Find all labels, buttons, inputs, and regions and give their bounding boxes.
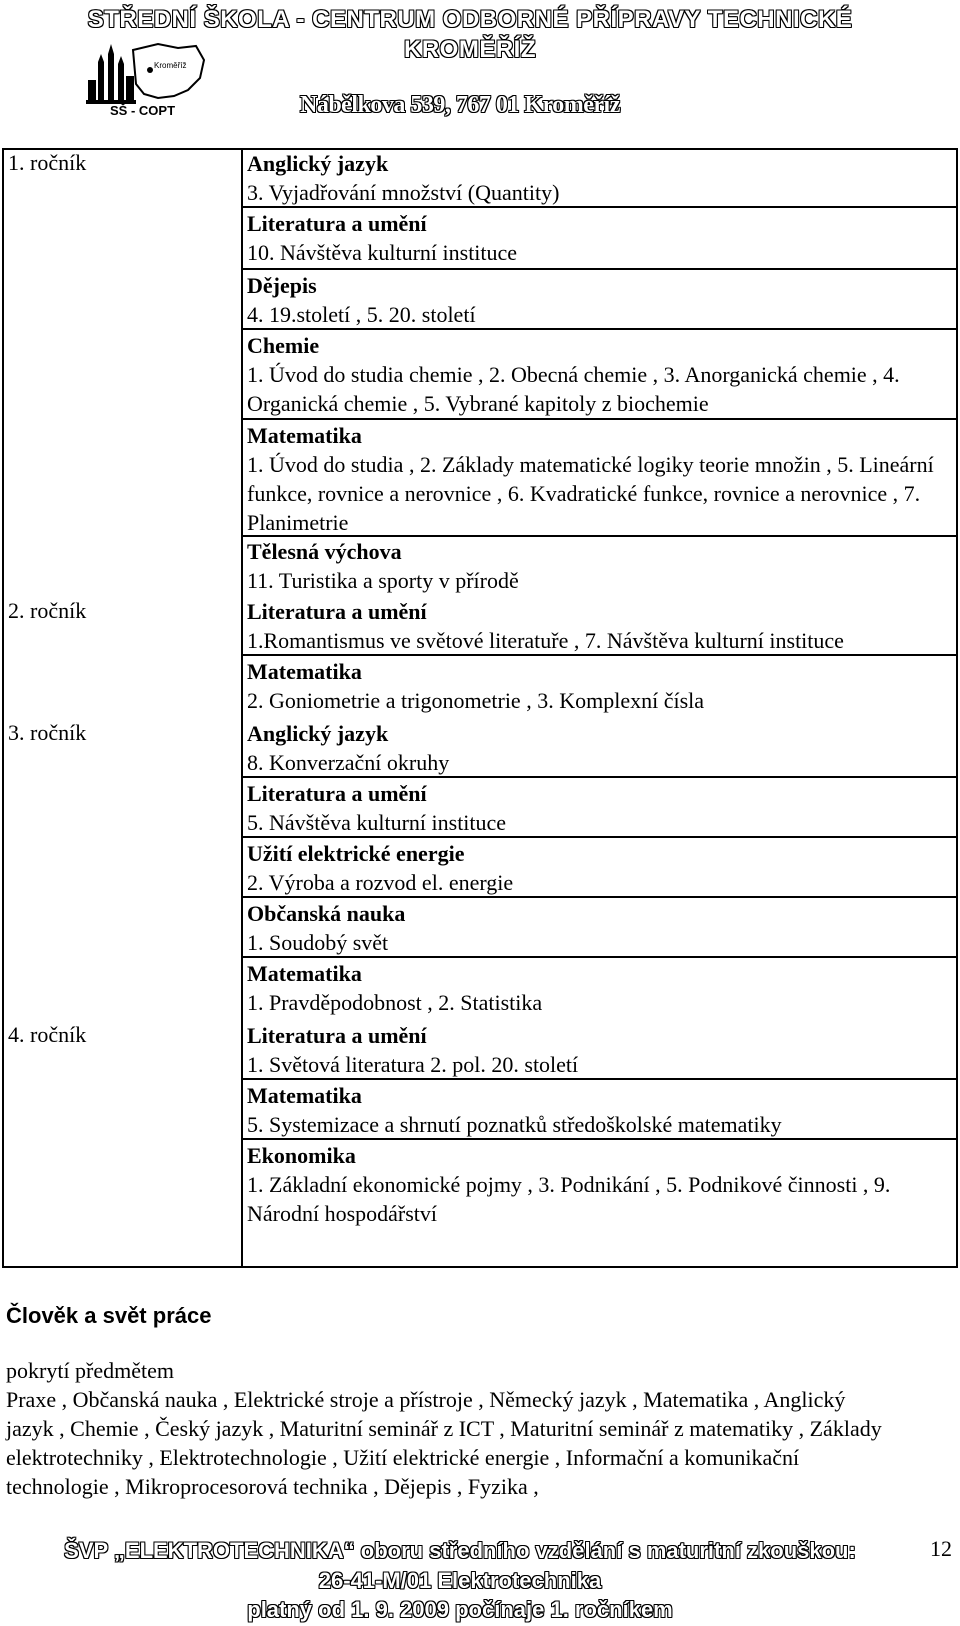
subject-topics: 1. Úvod do studia , 2. Základy matematické logiky teorie množin , 5. Lineární funkce, rovnice a nerovnice , 6. Kvadratické funkce, rovnice a nerovnice , 7. Planimetrie	[247, 452, 934, 535]
row-divider	[243, 535, 956, 537]
school-name-line1: STŘEDNÍ ŠKOLA - CENTRUM ODBORNÉ PŘÍPRAVY TECHNICKÉ	[87, 6, 853, 33]
subject-topics: 4. 19.století , 5. 20. století	[247, 302, 476, 327]
subject-block	[247, 332, 956, 418]
year-label: 3. ročník	[8, 720, 87, 745]
page-header	[0, 0, 960, 140]
subject-topics: 3. Vyjadřování množství (Quantity)	[247, 180, 560, 205]
year-label: 1. ročník	[8, 150, 87, 175]
subject-name: Anglický jazyk	[247, 151, 389, 176]
row-divider	[243, 956, 956, 958]
subject-name: Dějepis	[247, 273, 317, 298]
subject-topics: 2. Goniometrie a trigonometrie , 3. Komplexní čísla	[247, 688, 705, 713]
subject-name: Ekonomika	[247, 1143, 356, 1168]
subject-block	[247, 1022, 956, 1079]
section-title: Člověk a svět práce	[6, 1303, 212, 1328]
subject-name: Matematika	[247, 659, 362, 684]
subject-name: Občanská nauka	[247, 901, 406, 926]
subject-topics: 1. Soudobý svět	[247, 930, 389, 955]
logo-map-label: Kroměříž	[154, 61, 187, 70]
row-divider	[243, 1078, 956, 1080]
subject-block	[247, 960, 956, 1017]
subject-block	[247, 840, 956, 897]
row-divider	[243, 1138, 956, 1140]
row-divider	[243, 896, 956, 898]
subject-topics: 11. Turistika a sporty v přírodě	[247, 568, 519, 593]
row-divider	[243, 418, 956, 420]
column-divider	[241, 150, 243, 1266]
subject-block	[247, 598, 956, 655]
subject-block	[247, 900, 956, 957]
subject-topics: 1. Základní ekonomické pojmy , 3. Podnikání , 5. Podnikové činnosti , 9. Národní hospodářství	[247, 1172, 891, 1226]
subject-block	[247, 780, 956, 837]
logo-label: SŠ - COPT	[110, 103, 176, 118]
subject-block	[247, 720, 956, 777]
subject-block	[247, 150, 956, 207]
subject-name: Literatura a umění	[247, 781, 427, 806]
subject-block	[247, 422, 956, 537]
subject-name: Užití elektrické energie	[247, 841, 465, 866]
subject-name: Matematika	[247, 961, 362, 986]
subject-topics: 2. Výroba a rozvod el. energie	[247, 870, 514, 895]
subject-topics: 8. Konverzační okruhy	[247, 750, 450, 775]
year-label: 4. ročník	[8, 1022, 87, 1047]
subject-topics: 1. Světová literatura 2. pol. 20. století	[247, 1052, 579, 1077]
school-address: Nábělkova 539, 767 01 Kroměříž	[300, 92, 620, 118]
row-divider	[243, 206, 956, 208]
row-divider	[243, 654, 956, 656]
subject-name: Literatura a umění	[247, 1023, 427, 1048]
subject-topics: 5. Systemizace a shrnutí poznatků středoškolské matematiky	[247, 1112, 782, 1137]
footer-line3: platný od 1. 9. 2009 počínaje 1. ročníkem	[247, 1597, 673, 1622]
subject-name: Tělesná výchova	[247, 539, 402, 564]
subject-name: Matematika	[247, 1083, 362, 1108]
year-label: 2. ročník	[8, 598, 87, 623]
school-name-line2: KROMĚŘÍŽ	[404, 36, 536, 63]
subject-block	[247, 1082, 956, 1139]
subject-name: Matematika	[247, 423, 362, 448]
subject-topics: 1. Pravděpodobnost , 2. Statistika	[247, 990, 543, 1015]
subject-block	[247, 272, 956, 329]
subject-topics: 5. Návštěva kulturní instituce	[247, 810, 507, 835]
subject-block	[247, 658, 956, 715]
coverage-label: pokrytí předmětem	[6, 1358, 175, 1383]
footer-line2: 26-41-M/01 Elektrotechnika	[318, 1568, 602, 1593]
subject-topics: 10. Návštěva kulturní instituce	[247, 240, 518, 265]
subject-topics: 1. Úvod do studia chemie , 2. Obecná chemie , 3. Anorganická chemie , 4. Organická chemie , 5. Vybrané kapitoly z biochemie	[247, 362, 900, 416]
subject-name: Literatura a umění	[247, 599, 427, 624]
subject-name: Anglický jazyk	[247, 721, 389, 746]
coverage-text: Praxe , Občanská nauka , Elektrické stroje a přístroje , Německý jazyk , Matematika , Anglický jazyk , Chemie , Český jazyk , Maturitní seminář z ICT , Maturitní seminář z matematiky , Základy elektrotechniky , Elektrotechnologie , Užití elektrické energie , Informační a komunikační technologie , Mikroprocesorová technika , Dějepis , Fyzika ,	[6, 1387, 882, 1499]
row-divider	[243, 836, 956, 838]
subject-block	[247, 210, 956, 267]
subject-name: Literatura a umění	[247, 211, 427, 236]
subject-topics: 1.Romantismus ve světové literatuře , 7. Návštěva kulturní instituce	[247, 628, 844, 653]
row-divider	[243, 268, 956, 270]
row-divider	[243, 776, 956, 778]
subject-block	[247, 538, 956, 595]
row-divider	[243, 328, 956, 330]
footer-line1: ŠVP „ELEKTROTECHNIKA“ oboru středního vzdělání s maturitní zkouškou:	[64, 1538, 856, 1563]
page-number: 12	[930, 1536, 952, 1561]
subject-name: Chemie	[247, 333, 320, 358]
subject-block	[247, 1142, 956, 1228]
curriculum-table	[2, 148, 958, 1268]
